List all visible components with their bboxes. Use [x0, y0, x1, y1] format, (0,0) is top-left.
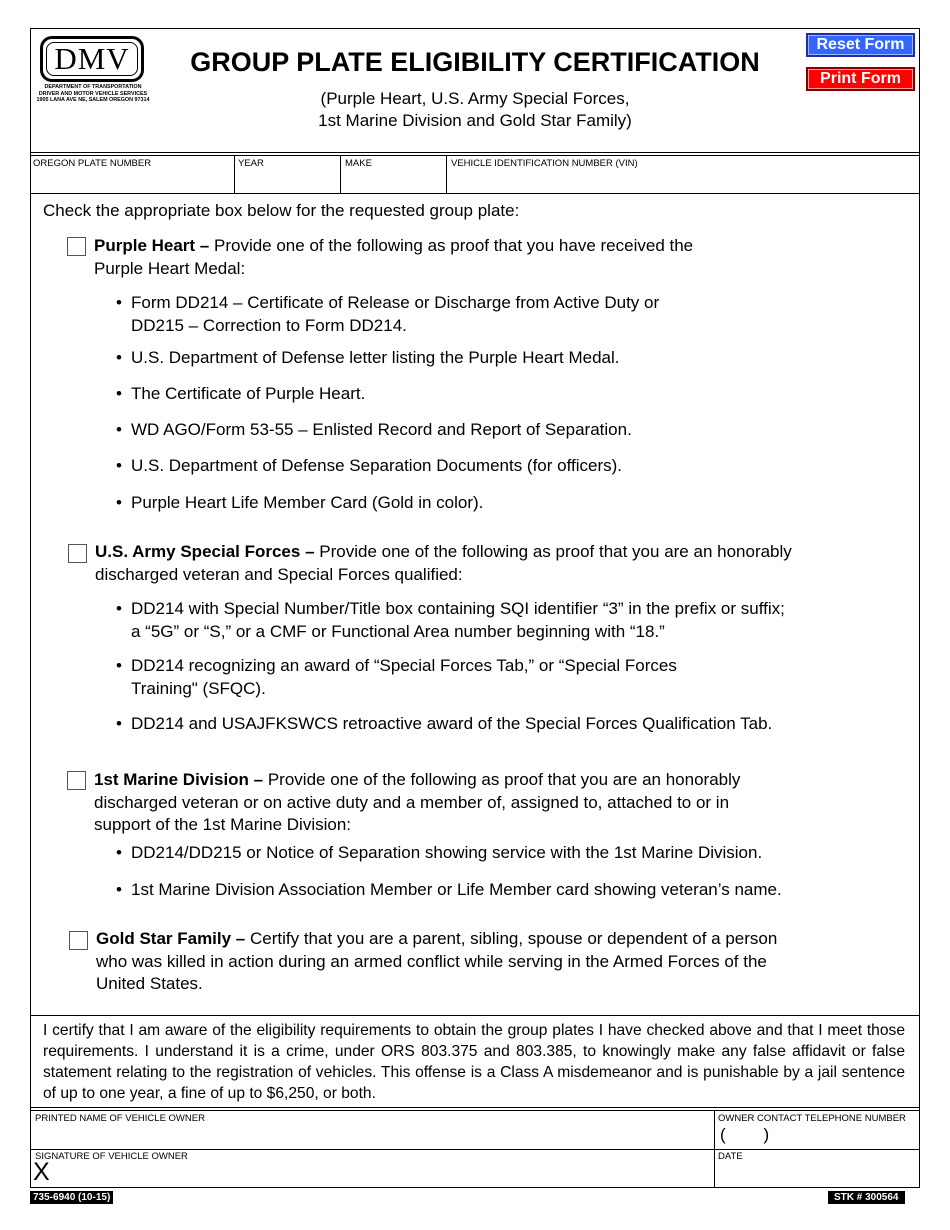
dept-line: DRIVER AND MOTOR VEHICLE SERVICES [38, 90, 148, 97]
special-forces-checkbox[interactable] [68, 544, 87, 563]
signature-x-mark: X [33, 1158, 50, 1186]
list-item-text: U.S. Department of Defense Separation Documents (for officers). [131, 456, 623, 475]
list-item-text: Purple Heart Life Member Card (Gold in color). [131, 493, 484, 512]
purple-heart-checkbox[interactable] [67, 237, 86, 256]
purple-heart-heading: Purple Heart – [94, 236, 210, 255]
phone-label: OWNER CONTACT TELEPHONE NUMBER [718, 1113, 906, 1124]
list-item-text: DD214 recognizing an award of “Special Forces Tab,” or “Special Forces [131, 656, 677, 675]
stock-number: STK # 300564 [828, 1191, 905, 1204]
list-item: • U.S. Department of Defense letter listing the Purple Heart Medal. [131, 347, 620, 370]
list-item: • Form DD214 – Certificate of Release or Discharge from Active Duty or DD215 – Correction to Form DD214. [131, 292, 659, 337]
description-text: United States. [96, 974, 203, 993]
divider [446, 155, 447, 193]
phone-input[interactable] [716, 1126, 918, 1148]
description-text: Provide one of the following as proof that you are an honorably [263, 770, 741, 789]
plate-number-label: OREGON PLATE NUMBER [33, 158, 152, 169]
divider [714, 1110, 715, 1188]
marine-division-heading: 1st Marine Division – [94, 770, 264, 789]
dmv-logo [40, 36, 144, 82]
list-item-text: The Certificate of Purple Heart. [131, 384, 366, 403]
list-item-text: a “5G” or “S,” or a CMF or Functional Area number beginning with “18.” [131, 621, 665, 641]
list-item-text: U.S. Department of Defense letter listing the Purple Heart Medal. [131, 348, 620, 367]
description-text: Purple Heart Medal: [94, 258, 246, 278]
marine-division-description [94, 769, 740, 837]
list-item: • U.S. Department of Defense Separation Documents (for officers). [131, 455, 622, 478]
phone-area-code-parens: ( ) [720, 1125, 770, 1144]
signature-label: SIGNATURE OF VEHICLE OWNER [35, 1151, 188, 1162]
list-item: • DD214 recognizing an award of “Special Forces Tab,” or “Special Forces Training" (SFQC). [131, 655, 677, 700]
divider [234, 155, 235, 193]
instructions: Check the appropriate box below for the requested group plate: [43, 201, 520, 220]
divider [340, 155, 341, 193]
dmv-logo-text: DMV [46, 42, 138, 76]
divider [30, 1015, 920, 1016]
list-item: • Purple Heart Life Member Card (Gold in color). [131, 492, 483, 515]
marine-division-checkbox[interactable] [67, 771, 86, 790]
list-item-text: DD215 – Correction to Form DD214. [131, 315, 407, 335]
special-forces-description [95, 541, 792, 586]
vin-label: VEHICLE IDENTIFICATION NUMBER (VIN) [451, 158, 638, 169]
reset-form-button[interactable]: Reset Form [806, 33, 915, 57]
subtitle-line: 1st Marine Division and Gold Star Family) [318, 111, 632, 130]
purple-heart-description [94, 235, 693, 280]
divider [30, 155, 920, 156]
dept-line: 1905 LANA AVE NE, SALEM OREGON 97314 [36, 97, 150, 104]
form-title: GROUP PLATE ELIGIBILITY CERTIFICATION [190, 47, 760, 77]
list-item-text: WD AGO/Form 53-55 – Enlisted Record and Report of Separation. [131, 420, 632, 439]
list-item-text: 1st Marine Division Association Member or Life Member card showing veteran’s name. [131, 880, 782, 899]
list-item-text: Form DD214 – Certificate of Release or Discharge from Active Duty or [131, 293, 660, 312]
gold-star-heading: Gold Star Family – [96, 929, 246, 948]
list-item: • 1st Marine Division Association Member or Life Member card showing veteran’s name. [131, 879, 782, 902]
description-text: discharged veteran and Special Forces qualified: [95, 564, 463, 584]
form-number: 735-6940 (10-15) [30, 1191, 113, 1204]
list-item: • DD214 and USAJFKSWCS retroactive award of the Special Forces Qualification Tab. [131, 713, 772, 736]
description-text: support of the 1st Marine Division: [94, 815, 352, 834]
make-label: MAKE [345, 158, 372, 169]
year-input[interactable] [236, 170, 338, 191]
dept-line: DEPARTMENT OF TRANSPORTATION [44, 84, 142, 90]
list-item: • DD214 with Special Number/Title box containing SQI identifier “3” in the prefix or suffix; a “5G” or “S,” or a CMF or Functional Area number beginning with “18.” [131, 598, 785, 643]
description-text: Provide one of the following as proof that you have received the [209, 236, 694, 255]
divider [30, 1107, 920, 1108]
print-form-button[interactable]: Print Form [806, 67, 915, 91]
divider [30, 1110, 920, 1111]
form-subtitle [240, 88, 710, 132]
date-input[interactable] [716, 1163, 918, 1186]
divider [30, 1149, 920, 1150]
subtitle-line: (Purple Heart, U.S. Army Special Forces, [320, 89, 630, 108]
list-item-text: Training" (SFQC). [131, 678, 266, 698]
list-item: • WD AGO/Form 53-55 – Enlisted Record and Report of Separation. [131, 419, 632, 442]
special-forces-heading: U.S. Army Special Forces – [95, 542, 315, 561]
plate-number-input[interactable] [32, 170, 232, 191]
divider [30, 152, 920, 153]
date-label: DATE [718, 1151, 743, 1162]
description-text: discharged veteran or on active duty and a member of, assigned to, attached to or in [94, 792, 730, 812]
signature-field[interactable] [55, 1163, 712, 1186]
gold-star-description [96, 928, 777, 996]
divider [30, 193, 920, 194]
owner-name-label: PRINTED NAME OF VEHICLE OWNER [35, 1113, 205, 1124]
gold-star-checkbox[interactable] [69, 931, 88, 950]
list-item-text: DD214 with Special Number/Title box containing SQI identifier “3” in the prefix or suffix; [131, 599, 785, 618]
year-label: YEAR [238, 158, 264, 169]
owner-name-input[interactable] [32, 1126, 712, 1148]
vin-input[interactable] [448, 170, 918, 191]
description-text: Certify that you are a parent, sibling, spouse or dependent of a person [245, 929, 778, 948]
department-address [31, 84, 155, 104]
description-text: who was killed in action during an armed conflict while serving in the Armed Forces of the [96, 951, 767, 971]
list-item-text: DD214/DD215 or Notice of Separation showing service with the 1st Marine Division. [131, 843, 763, 862]
list-item: • DD214/DD215 or Notice of Separation showing service with the 1st Marine Division. [131, 842, 762, 865]
certification-statement: I certify that I am aware of the eligibility requirements to obtain the group plates I have checked above and that I meet those requirements. I understand it is a crime, under ORS 803.375 and 803.385, to knowingly make any false affidavit or false statement relating to the registration of vehicles. This offense is a Class A misdemeanor and is punishable by a jail sentence of up to one year, a fine of up to $6,250, or both. [43, 1022, 905, 1102]
list-item: • The Certificate of Purple Heart. [131, 383, 365, 406]
make-input[interactable] [342, 170, 444, 191]
list-item-text: DD214 and USAJFKSWCS retroactive award of the Special Forces Qualification Tab. [131, 714, 773, 733]
description-text: Provide one of the following as proof that you are an honorably [314, 542, 792, 561]
